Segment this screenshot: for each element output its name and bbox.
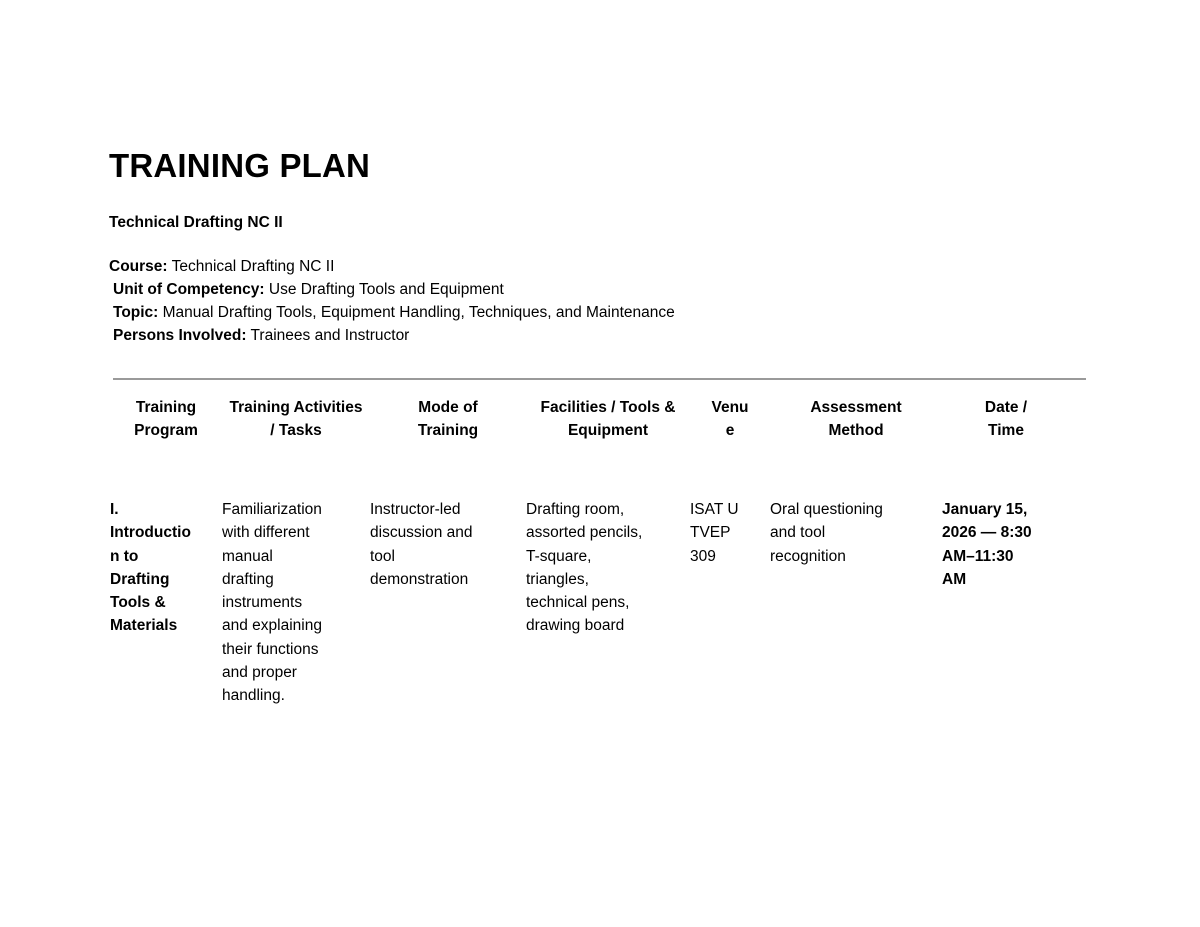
cell-mode-of-training: Instructor-led discussion and tool demonstration [370,501,473,588]
header-assessment-method: Assessment Method [810,399,902,440]
course-label: Course: [109,258,168,275]
header-facilities: Facilities / Tools & Equipment [540,399,676,440]
cell-assessment-method: Oral questioning and tool recognition [770,501,883,565]
cell-venue: ISAT U TVEP 309 [690,501,739,565]
cell-training-activities: Familiarization with different manual drafting instruments and explaining their functions and proper handling. [222,501,322,705]
document-subtitle: Technical Drafting NC II [109,214,283,231]
cell-facilities: Drafting room, assorted pencils, T-square, triangles, technical pens, drawing board [526,501,643,635]
header-training-program: Training Program [134,399,198,440]
table-header-row [110,396,1070,498]
topic-value: Manual Drafting Tools, Equipment Handling, Techniques, and Maintenance [158,304,675,321]
table-row [110,498,1070,708]
persons-label: Persons Involved: [113,327,247,344]
header-date-time: Date / Time [984,399,1028,440]
section-divider [113,378,1086,380]
persons-line [109,324,675,347]
unit-value: Use Drafting Tools and Equipment [264,281,504,298]
unit-label: Unit of Competency: [113,281,265,298]
header-training-activities: Training Activities / Tasks [229,399,363,440]
plan-info [109,255,675,347]
document-title: TRAINING PLAN [109,147,371,184]
course-line [109,255,675,278]
course-value: Technical Drafting NC II [167,258,335,275]
cell-training-program: I. Introductio n to Drafting Tools & Materials [110,501,191,635]
cell-date-time: January 15, 2026 — 8:30 AM–11:30 AM [942,501,1032,588]
persons-value: Trainees and Instructor [246,327,410,344]
training-plan-table [110,396,1070,708]
unit-line [109,278,675,301]
topic-line [109,301,675,324]
header-mode-of-training: Mode of Training [417,399,479,440]
header-venue: Venu e [711,399,749,440]
topic-label: Topic: [113,304,159,321]
